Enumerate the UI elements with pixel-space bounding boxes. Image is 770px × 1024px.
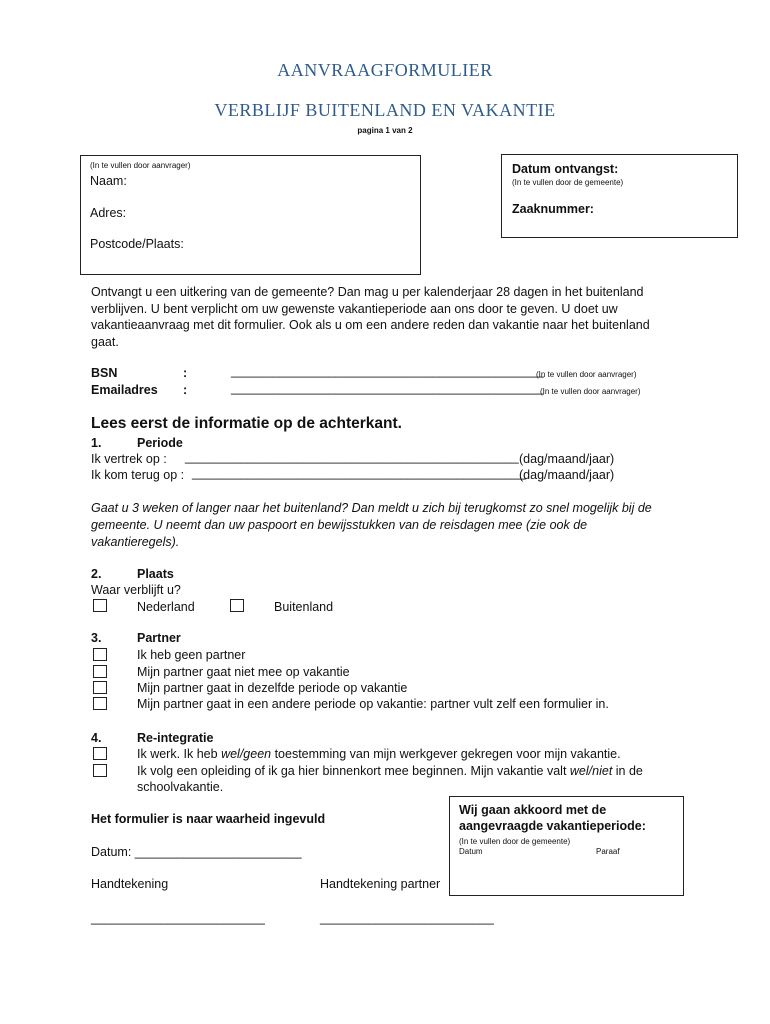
section1-number: 1. — [91, 436, 102, 450]
option-buitenland: Buitenland — [274, 600, 334, 614]
approval-note: (In te vullen door de gemeente) — [459, 837, 571, 846]
checkbox-work[interactable] — [93, 747, 107, 760]
checkbox-partner-0[interactable] — [93, 648, 107, 661]
return-format: (dag/maand/jaar) — [519, 468, 615, 482]
checkbox-partner-1[interactable] — [93, 665, 107, 678]
section3-title: Partner — [137, 631, 181, 645]
approval-title-line2: aangevraagde vakantieperiode: — [459, 819, 646, 833]
work-option-post: toestemming van mijn werkgever gekregen voor mijn vakantie. — [271, 747, 621, 761]
bsn-note: (In te vullen door aanvrager) — [536, 370, 637, 379]
form-title: AANVRAAGFORMULIER — [277, 60, 493, 80]
signature-partner-label: Handtekening partner — [320, 877, 441, 891]
departure-input-line[interactable]: ________________________________________________ — [185, 450, 519, 464]
signature-date-field[interactable]: Datum: ________________________ — [91, 845, 302, 859]
section2-question: Waar verblijft u? — [91, 583, 181, 597]
section4-number: 4. — [91, 731, 102, 745]
partner-option-2: Mijn partner gaat in dezelfde periode op vakantie — [137, 681, 408, 695]
read-first-heading: Lees eerst de informatie op de achterkant. — [91, 415, 402, 432]
address-label: Adres: — [90, 206, 127, 220]
partner-option-0: Ik heb geen partner — [137, 648, 246, 662]
approval-title-line1: Wij gaan akkoord met de — [459, 803, 607, 817]
approval-date-label: Datum — [459, 847, 483, 856]
section1-title: Periode — [137, 436, 183, 450]
checkbox-nederland[interactable] — [93, 599, 107, 612]
approval-box — [449, 796, 684, 896]
checkbox-partner-3[interactable] — [93, 697, 107, 710]
page-indicator: pagina 1 van 2 — [357, 126, 413, 135]
case-number-label: Zaaknummer: — [512, 202, 594, 216]
form-subtitle: VERBLIJF BUITENLAND EN VAKANTIE — [214, 100, 556, 120]
truth-statement: Het formulier is naar waarheid ingevuld — [91, 812, 326, 826]
partner-option-1: Mijn partner gaat niet mee op vakantie — [137, 665, 350, 679]
section4-title: Re-integratie — [137, 731, 214, 745]
bsn-input-line[interactable]: _____________________________________________ — [231, 364, 544, 378]
municipality-box — [501, 154, 738, 238]
municipality-note: (In te vullen door de gemeente) — [512, 178, 624, 187]
option-nederland: Nederland — [137, 600, 195, 614]
approval-paraaf-label: Paraaf — [596, 847, 620, 856]
section3-number: 3. — [91, 631, 102, 645]
checkbox-study[interactable] — [93, 764, 107, 777]
signature-label: Handtekening — [91, 877, 169, 891]
date-received-label: Datum ontvangst: — [512, 162, 619, 176]
postcode-label: Postcode/Plaats: — [90, 237, 184, 251]
email-label: Emailadres — [91, 383, 158, 397]
checkbox-partner-2[interactable] — [93, 681, 107, 694]
section2-number: 2. — [91, 567, 102, 581]
intro-paragraph: Ontvangt u een uitkering van de gemeente? Dan mag u per kalenderjaar 28 dagen in het buitenland verblijven. U bent verplicht om uw gewenste vakantieperiode aan ons door te geven. U doet uw vakantieaanvraag met dit formulier. Ook als u om een andere reden dan vakantie naar het buitenland gaat. — [91, 285, 650, 349]
applicant-box — [80, 155, 421, 275]
work-option-pre: Ik werk. Ik heb — [137, 747, 222, 761]
applicant-note: (In te vullen door aanvrager) — [90, 161, 191, 170]
study-option-line2: schoolvakantie. — [137, 780, 224, 794]
work-option — [137, 747, 621, 761]
signature-partner-line[interactable]: _________________________ — [320, 911, 494, 925]
study-option-pre: Ik volg een opleiding of ik ga hier binnenkort mee beginnen. Mijn vakantie valt — [137, 764, 570, 778]
signature-line[interactable]: _________________________ — [91, 911, 265, 925]
departure-format: (dag/maand/jaar) — [519, 452, 615, 466]
bsn-label: BSN — [91, 366, 118, 380]
return-label: Ik kom terug op : — [91, 468, 185, 482]
departure-label: Ik vertrek op : — [91, 452, 167, 466]
name-label: Naam: — [90, 174, 127, 188]
study-option-post: in de — [612, 764, 643, 778]
email-colon: : — [183, 383, 188, 397]
partner-option-3: Mijn partner gaat in een andere periode op vakantie: partner vult zelf een formulier in. — [137, 697, 609, 711]
checkbox-buitenland[interactable] — [230, 599, 244, 612]
section2-title: Plaats — [137, 567, 174, 581]
email-note: (In te vullen door aanvrager) — [540, 387, 641, 396]
work-option-choice: wel/geen — [221, 747, 272, 761]
travel-notice: Gaat u 3 weken of langer naar het buitenland? Dan meldt u zich bij terugkomst zo snel mogelijk bij de gemeente. U neemt dan uw paspoort en bewijsstukken van de reisdagen mee (zie ook de vakantieregels). — [91, 501, 652, 549]
email-input-line[interactable]: _____________________________________________ — [231, 381, 544, 395]
study-option — [137, 764, 643, 778]
study-option-choice: wel/niet — [569, 764, 613, 778]
return-input-line[interactable]: ________________________________________________ — [192, 466, 526, 480]
bsn-colon: : — [183, 366, 188, 380]
